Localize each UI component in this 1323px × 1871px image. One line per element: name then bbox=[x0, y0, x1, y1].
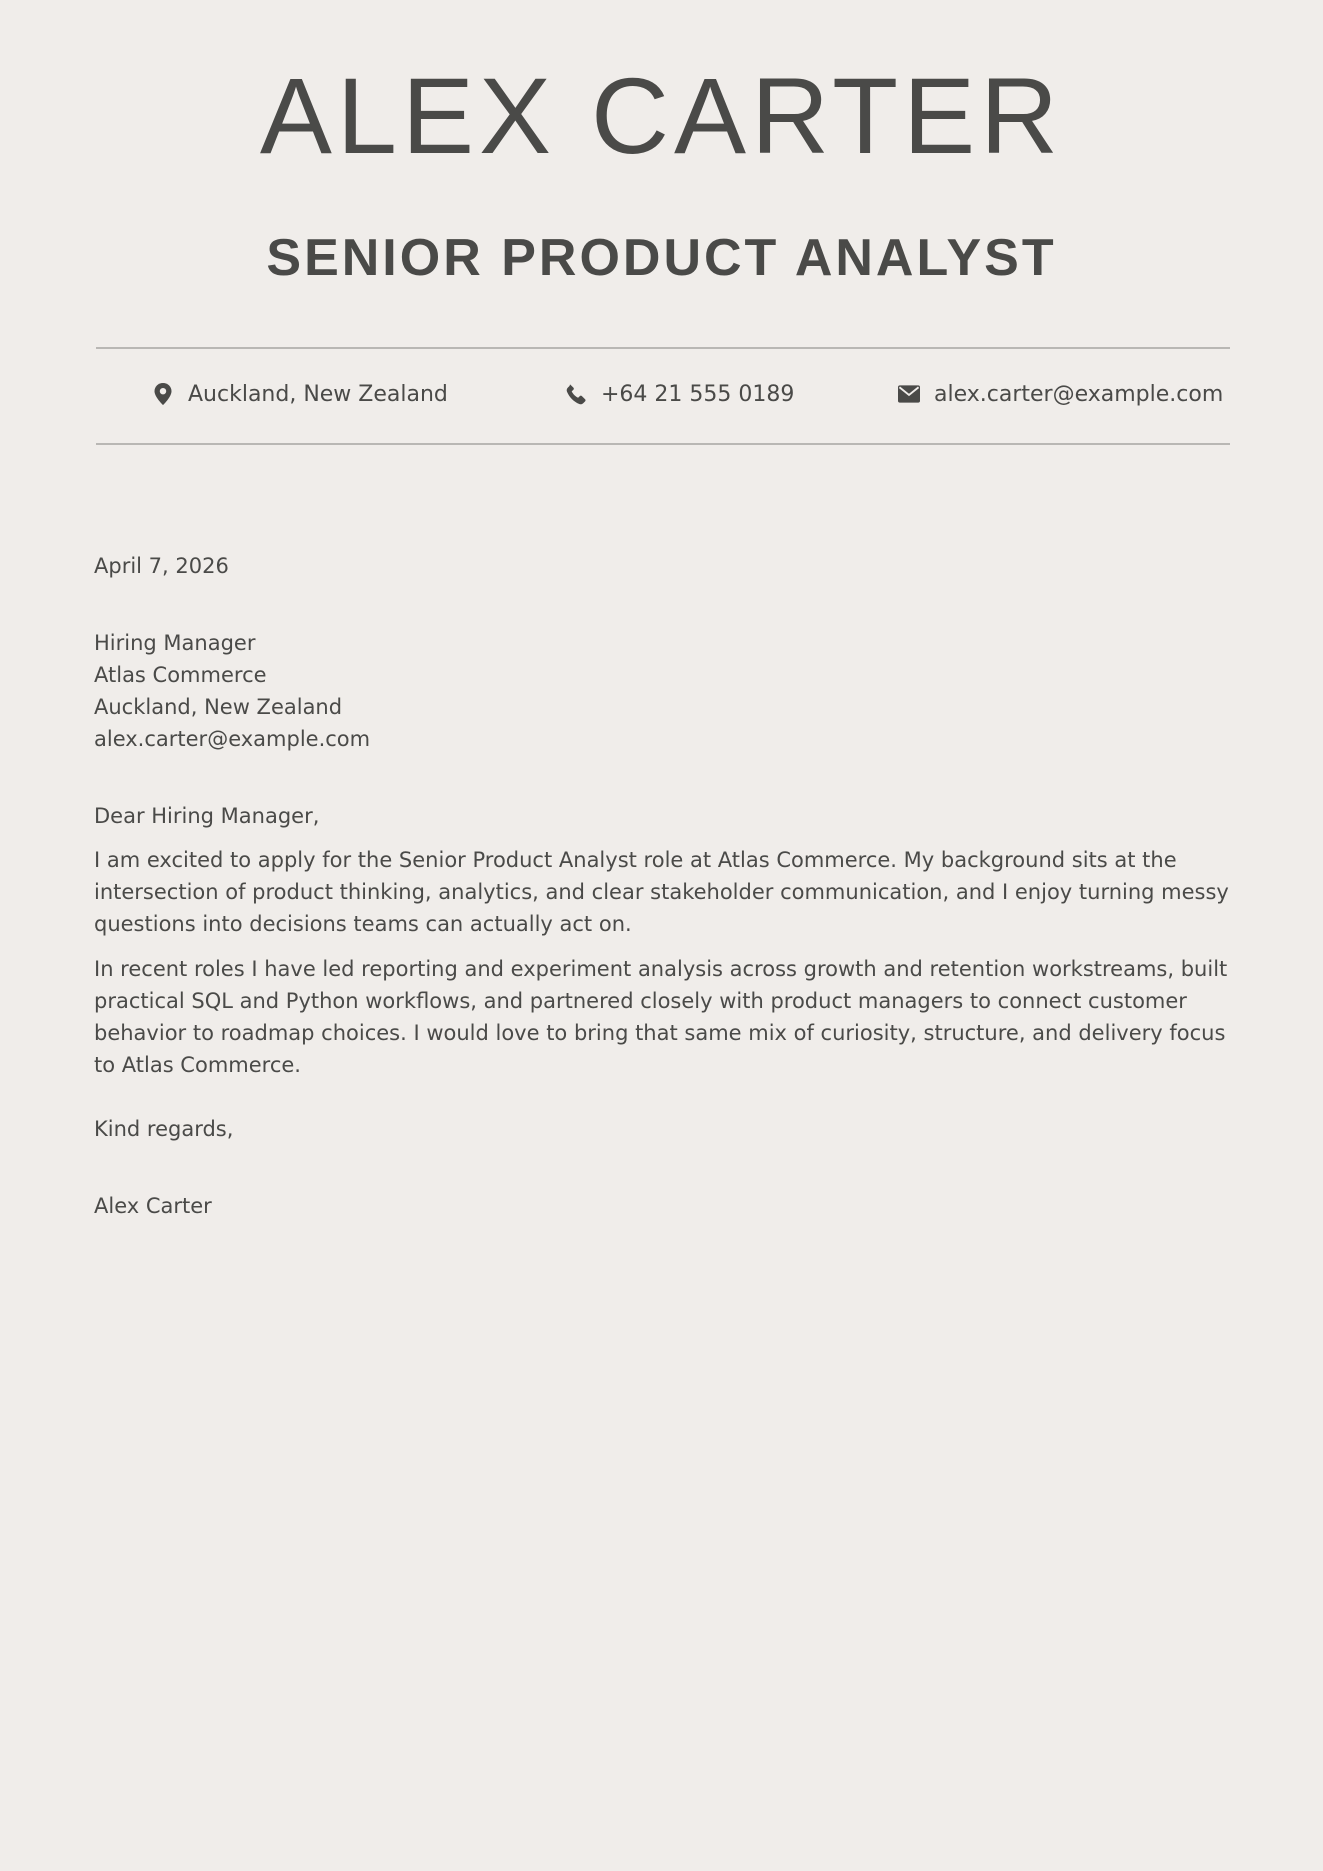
phone-icon bbox=[565, 383, 587, 405]
applicant-name: ALEX CARTER bbox=[259, 55, 1064, 176]
contact-phone bbox=[565, 375, 794, 413]
contact-top-divider bbox=[96, 347, 1230, 349]
recipient-location: Auckland, New Zealand bbox=[94, 695, 343, 719]
email-text[interactable]: alex.carter@example.com bbox=[934, 381, 1224, 407]
recipient-company: Atlas Commerce bbox=[94, 663, 267, 687]
contact-location bbox=[152, 375, 448, 413]
letter-body bbox=[94, 550, 1230, 1222]
letter-closing: Kind regards, bbox=[94, 1117, 234, 1141]
contact-bottom-divider bbox=[96, 443, 1230, 445]
letter-greeting: Dear Hiring Manager, bbox=[94, 804, 320, 828]
map-pin-icon bbox=[152, 383, 174, 405]
letter-paragraph: I am excited to apply for the Senior Product Analyst role at Atlas Commerce. My background sits at the intersection of product thinking, analytics, and clear stakeholder communication, and I enjoy turning messy questions into decisions teams can actually act on. bbox=[94, 848, 1229, 936]
location-text: Auckland, New Zealand bbox=[188, 381, 448, 407]
recipient-email[interactable]: alex.carter@example.com bbox=[94, 727, 371, 751]
recipient-name: Hiring Manager bbox=[94, 631, 256, 655]
contact-email bbox=[898, 375, 1223, 413]
letter-date: April 7, 2026 bbox=[94, 554, 229, 578]
recipient-block bbox=[94, 627, 1230, 755]
envelope-icon bbox=[898, 383, 920, 405]
job-title: SENIOR PRODUCT ANALYST bbox=[266, 229, 1057, 287]
letter-signature: Alex Carter bbox=[94, 1194, 212, 1218]
letter-paragraph: In recent roles I have led reporting and experiment analysis across growth and retention workstreams, built practical SQL and Python workflows, and partnered closely with product managers to connect customer behavior to roadmap choices. I would love to bring that same mix of curiosity, structure, and delivery focus to Atlas Commerce. bbox=[94, 957, 1228, 1077]
phone-text[interactable]: +64 21 555 0189 bbox=[601, 381, 795, 407]
